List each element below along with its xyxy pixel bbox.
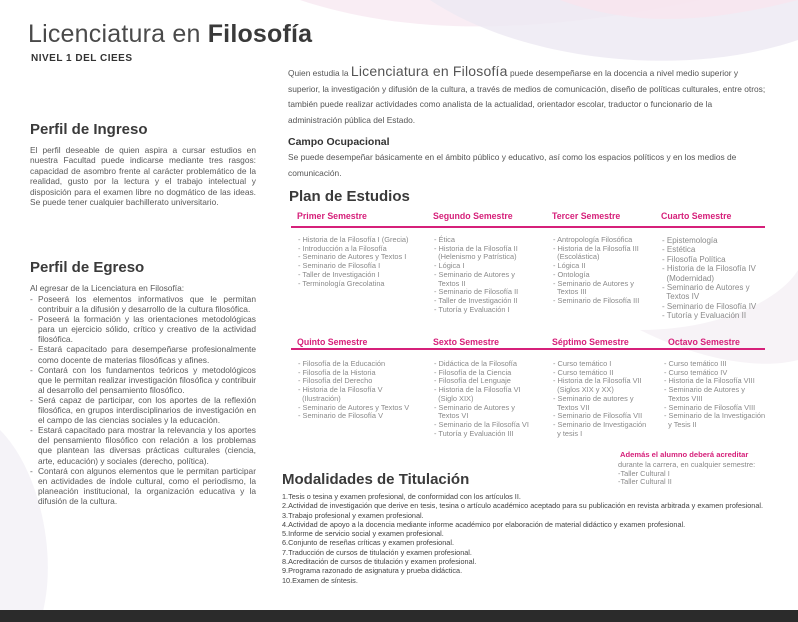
course-item: (Modernidad) xyxy=(662,273,715,283)
semester-heading: Sexto Semestre xyxy=(433,337,500,347)
course-item: - Historia de la Filosofía VI xyxy=(434,385,521,395)
course-item: y tesis I xyxy=(553,428,583,438)
page-subtitle: NIVEL 1 DEL CIEES xyxy=(31,53,133,64)
course-item: - Seminario de Autores y Textos V xyxy=(298,402,410,412)
course-item: (Escolástica) xyxy=(553,252,600,262)
semester-heading: Quinto Semestre xyxy=(297,337,368,347)
semester-heading: Cuarto Semestre xyxy=(661,211,732,221)
course-item: - Epistemología xyxy=(662,236,718,245)
list-item: 5.Informe de servicio social y examen profesional. xyxy=(282,529,444,539)
semester-heading: Primer Semestre xyxy=(297,211,367,221)
course-item: - Antropología Filosófica xyxy=(553,235,633,244)
modalidades-list xyxy=(282,492,770,585)
semester-courses xyxy=(553,236,639,306)
course-item: - Tutoría y Evaluación I xyxy=(434,304,510,314)
course-item: - Historia de la Filosofía VIII xyxy=(664,376,755,386)
course-item: - Seminario de Investigación xyxy=(553,419,647,429)
course-item: - Seminario de Filosofía IV xyxy=(662,301,757,311)
course-item: - Filosofía de la Ciencia xyxy=(434,367,512,377)
course-item: - Ética xyxy=(434,235,455,244)
semester-courses xyxy=(298,360,409,421)
course-item: - Didáctica de la Filosofía xyxy=(434,359,517,368)
list-item: 4.Actividad de apoyo a la docencia mediante informe académico por elaboración de material didáctico y examen profesional. xyxy=(282,519,686,529)
list-item: 2.Actividad de investigación que derive en tesis, tesina o artículo académico aceptado para su publicación en revista arbitrada y examen profesional. xyxy=(282,501,764,511)
list-item: - Será capaz de participar, con los aportes de la reflexión filosófica, en grupos interdisciplinarios de investigación en el campo de las ciencias sociales y la educación. xyxy=(30,395,256,425)
semester-courses xyxy=(434,236,518,314)
list-item: 9.Programa razonado de asignatura y prueba didáctica. xyxy=(282,566,463,576)
course-item: - Filosofía de la Historia xyxy=(298,367,376,377)
course-item: (Siglo XIX) xyxy=(434,393,474,403)
course-item: (Ilustración) xyxy=(298,393,341,403)
course-item: - Historia de la Filosofía VII xyxy=(553,376,642,386)
egreso-list xyxy=(30,294,256,506)
course-item: - Seminario de la Filosofía VI xyxy=(434,419,529,429)
course-item: - Seminario de Autores y xyxy=(664,385,745,395)
nota-line: -Taller Cultural II xyxy=(618,477,672,487)
course-item: - Tutoría y Evaluación III xyxy=(434,428,514,438)
course-item: - Seminario de Filosofía III xyxy=(553,295,640,305)
course-item: - Seminario de Filosofía VII xyxy=(553,411,643,421)
list-item: 1.Tesis o tesina y examen profesional, de conformidad con los artículos II. xyxy=(282,492,521,501)
course-item: (Siglos XIX y XX) xyxy=(553,385,614,395)
course-item: Textos II xyxy=(434,278,466,288)
course-item: - Seminario de Filosofía I xyxy=(298,261,381,271)
list-item: - Contará con algunos elementos que le permitan participar en actividades de índole cultural, como el periodismo, la planeación institucional, la organización educativa y la difusión de la cultura. xyxy=(30,466,256,506)
course-item: - Introducción a la Filosofía xyxy=(298,243,387,253)
course-item: Textos VIII xyxy=(664,393,703,403)
nota-line: durante la carrera, en cualquier semestre: xyxy=(618,460,756,469)
modalidades-title: Modalidades de Titulación xyxy=(282,471,470,488)
course-item: - Filosofía de la Educación xyxy=(298,359,386,368)
course-item: - Estética xyxy=(662,245,696,255)
list-item: - Contará con los fundamentos teóricos y metodológicos que le permitan realizar investigación filosófica y contribuir al desarrollo del pensamiento filosófico. xyxy=(30,365,256,395)
course-item: - Ontología xyxy=(553,269,590,279)
list-item: - Poseerá los elementos informativos que le permitan contribuir a la difusión y desarrollo de la cultura filosófica. xyxy=(30,294,256,314)
course-item: - Seminario de autores y xyxy=(553,393,634,403)
course-item: - Lógica I xyxy=(434,261,465,271)
course-item: - Historia de la Filosofía IV xyxy=(662,264,756,274)
egreso-title: Perfil de Egreso xyxy=(30,259,145,276)
list-item: 8.Acreditación de cursos de titulación y examen profesional. xyxy=(282,557,477,567)
semester-heading: Segundo Semestre xyxy=(433,211,513,221)
ingreso-text: El perfil deseable de quien aspira a cursar estudios en nuestra Facultad puede indicarse mediante tres rasgos: capacidad de asombro frente al carácter problemático de la realidad, gusto por la lectura y el trabajo intelectual y disposición para el examen libre no dogmático de las ideas. Se puede tener cualquier bachillerato universitario. xyxy=(30,145,256,208)
ingreso-title: Perfil de Ingreso xyxy=(30,121,148,138)
course-item: - Taller de Investigación I xyxy=(298,269,380,279)
course-item: - Curso temático II xyxy=(553,367,614,377)
semester-courses xyxy=(664,360,765,430)
semester-divider xyxy=(291,226,765,228)
nota-line: -Taller Cultural I xyxy=(618,468,670,478)
intro-highlight: Licenciatura en Filosofía xyxy=(350,63,508,79)
course-item: - Seminario de Filosofía V xyxy=(298,411,384,421)
semester-heading: Tercer Semestre xyxy=(552,211,621,221)
course-item: - Filosofía del Derecho xyxy=(298,376,373,386)
course-item: - Seminario de Autores y xyxy=(553,278,634,288)
semester-courses xyxy=(298,236,408,288)
course-item: Textos VII xyxy=(553,402,590,412)
list-item: - Estará capacitado para mostrar la relevancia y los aportes del pensamiento filosófico con relación a los problemas que plantean las diversas prácticas culturales (ciencia, arte, educación) y sociales (derecho, política). xyxy=(30,425,256,465)
course-item: Textos III xyxy=(553,287,587,297)
course-item: - Historia de la Filosofía III xyxy=(553,243,639,253)
course-item: Textos VI xyxy=(434,411,469,421)
page-title: Licenciatura en Filosofía xyxy=(28,20,313,48)
course-item: - Historia de la Filosofía I (Grecia) xyxy=(298,235,409,244)
course-item: - Curso temático I xyxy=(553,359,612,368)
course-item: - Seminario de Autores y xyxy=(662,283,750,293)
intro-paragraph: Quien estudia la Licenciatura en Filosofía puede desempeñarse en la docencia a nivel medio superior y superior, la investigación y difusión de la cultura, a través de medios de comunicación, diseño de políticas culturales, entre otros; también puede realizar actividades como analista de la actualidad, orientador escolar, traductor o funcionario de la administración pública del Estado. xyxy=(288,63,766,125)
course-item: Textos IV xyxy=(662,292,700,302)
semester-courses xyxy=(434,360,529,438)
campo-title: Campo Ocupacional xyxy=(288,136,390,148)
course-item: - Filosofía Política xyxy=(662,254,726,264)
course-item: y Tesis II xyxy=(664,419,697,429)
list-item: - Estará capacitado para desempeñarse profesionalmente como docente de materias filosóficas y afines. xyxy=(30,344,256,364)
list-item: - Poseerá la formación y las orientaciones metodológicas para un ejercicio sólido, crítico y creativo de la actividad filosófica. xyxy=(30,314,256,344)
course-item: - Filosofía del Lenguaje xyxy=(434,376,511,386)
course-item: - Seminario de Autores y Textos I xyxy=(298,252,407,262)
semester-heading: Octavo Semestre xyxy=(668,337,740,347)
list-item: 6.Conjunto de reseñas críticas y examen profesional. xyxy=(282,538,454,548)
course-item: - Seminario de Autores y xyxy=(434,269,515,279)
list-item: 3.Trabajo profesional y examen profesional. xyxy=(282,510,424,520)
course-item: - Curso temático IV xyxy=(664,367,728,377)
semester-divider xyxy=(291,348,765,350)
nota-title: Además el alumno deberá acreditar xyxy=(620,450,749,459)
course-item: - Historia de la Filosofía II xyxy=(434,243,518,253)
semester-heading: Séptimo Semestre xyxy=(552,337,629,347)
list-item: 10.Examen de síntesis. xyxy=(282,575,358,585)
course-item: - Seminario de Autores y xyxy=(434,402,515,412)
course-item: - Taller de Investigación II xyxy=(434,295,518,305)
campo-text: Se puede desempeñar básicamente en el ámbito público y educativo, así como los espacios políticos y en los medios de comunicación. xyxy=(288,152,737,178)
course-item: - Tutoría y Evaluación II xyxy=(662,311,747,321)
course-item: - Curso temático III xyxy=(664,359,727,368)
course-item: - Lógica II xyxy=(553,261,586,271)
bottom-bar xyxy=(0,610,798,622)
course-item: (Helenismo y Patrística) xyxy=(434,252,517,262)
semester-courses xyxy=(553,360,646,438)
course-item: - Seminario de la Investigación xyxy=(664,411,766,421)
semester-courses xyxy=(662,236,756,321)
list-item: 7.Traducción de cursos de titulación y examen profesional. xyxy=(282,547,472,557)
egreso-intro: Al egresar de la Licenciatura en Filosofía: xyxy=(30,283,185,293)
course-item: - Seminario de Filosofía II xyxy=(434,287,519,297)
course-item: - Terminología Grecolatina xyxy=(298,278,385,288)
plan-title: Plan de Estudios xyxy=(289,188,410,205)
course-item: - Seminario de Filosofía VIII xyxy=(664,402,756,412)
nota-text xyxy=(618,461,755,487)
course-item: - Historia de la Filosofía V xyxy=(298,385,383,395)
